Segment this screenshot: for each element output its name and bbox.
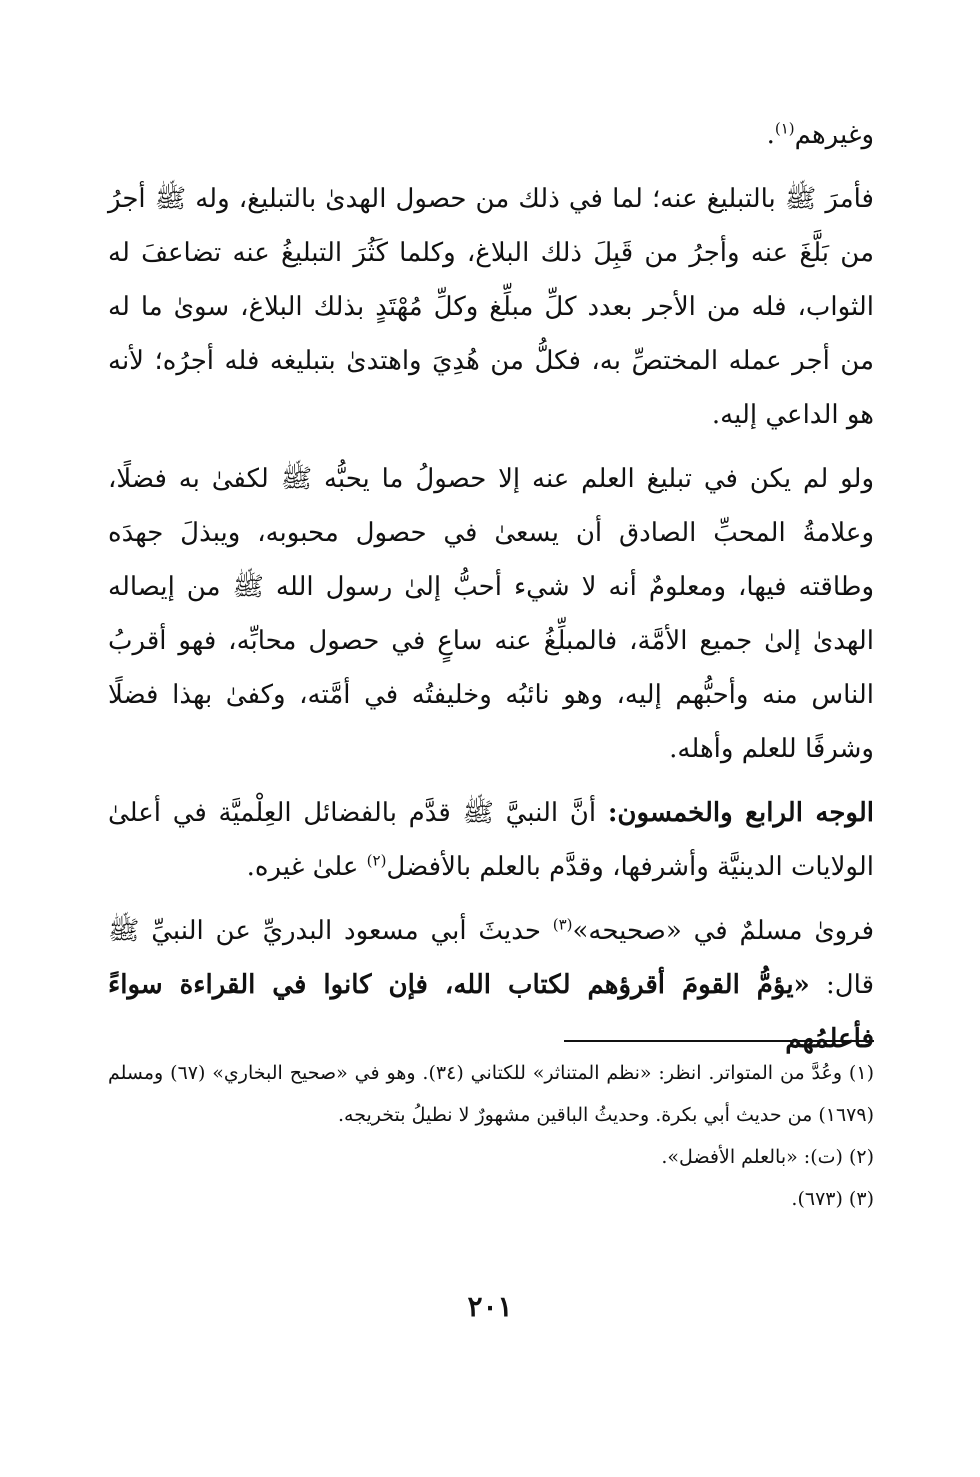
hadith-quote: «يؤمُّ القومَ أقرؤهم لكتاب الله، فإن كانوا في القراءة سواءً فأعلمُهم xyxy=(108,970,874,1054)
page-body xyxy=(108,108,874,1066)
paragraph-1-text: وغيرهم xyxy=(794,120,874,150)
footnotes xyxy=(108,1052,874,1220)
paragraph-5-text: فروىٰ مسلمٌ في «صحيحه» xyxy=(572,916,874,946)
paragraph-2: فأمرَ ﷺ بالتبليغ عنه؛ لما في ذلك من حصول الهدىٰ بالتبليغ، وله ﷺ أجرُ من بَلَّغَ عنه وأجرُ من قَبِلَ ذلك البلاغ، وكلما كَثُرَ التبليغُ عنه تضاعفَ له الثواب، فله من الأجر بعدد كلِّ مبلِّغ وكلِّ مُهْتَدٍ بذلك البلاغ، سوىٰ ما له من أجر عمله المختصِّ به، فكلُّ من هُدِيَ واهتدىٰ بتبليغه فله أجرُه؛ لأنه هو الداعي إليه. xyxy=(108,184,875,430)
footnote-ref-2: (٢) xyxy=(366,851,387,870)
paragraph-5-middle: حديثَ أبي مسعود البدريِّ عن النبيِّ ﷺ قال: xyxy=(108,916,875,1000)
footnote-3: (٣) (٦٧٣). xyxy=(791,1188,874,1210)
section-heading: الوجه الرابع والخمسون: xyxy=(607,798,874,828)
footnote-2: (٢) (ت): «بالعلم الأفضل». xyxy=(661,1146,874,1168)
footnote-ref-3: (٣) xyxy=(552,915,573,934)
paragraph-3: ولو لم يكن في تبليغ العلم عنه إلا حصولُ ما يحبُّه ﷺ لكفىٰ به فضلًا، وعلامةُ المحبِّ الصادق أن يسعىٰ في حصول محبوبه، ويبذلَ جهدَه وطاقته فيها، ومعلومٌ أنه لا شيء أحبُّ إلىٰ رسول الله ﷺ من إيصاله الهدىٰ إلىٰ جميع الأمَّة، فالمبلِّغُ عنه ساعٍ في حصول محابِّه، فهو أقربُ الناس منه وأحبُّهم إليه، وهو نائبُه وخليفتُه في أمَّته، وكفىٰ بهذا فضلًا وشرفًا للعلم وأهله. xyxy=(108,464,875,764)
paragraph-4-text: أنَّ النبيَّ ﷺ قدَّم بالفضائل العِلْميَّة في أعلىٰ الولايات الدينيَّة وأشرفها، وقدَّم بالعلم بالأفضل xyxy=(108,798,874,882)
paragraph-4 xyxy=(108,786,874,894)
footnote-ref-1: (١) xyxy=(774,119,795,138)
paragraph-1-tail: . xyxy=(766,120,775,150)
footnote-divider xyxy=(564,1040,874,1042)
footnote-1: (١) وعُدَّ من المتواتر. انظر: «نظم المتناثر» للكتاني (٣٤). وهو في «صحيح البخاري» (٦٧) ومسلم (١٦٧٩) من حديث أبي بكرة. وحديثُ الباقين مشهورٌ لا نطيلُ بتخريجه. xyxy=(108,1062,874,1126)
paragraph-1 xyxy=(108,108,874,162)
paragraph-4-tail: علىٰ غيره. xyxy=(246,852,359,882)
page-number: ٢٠١ xyxy=(467,1290,513,1323)
